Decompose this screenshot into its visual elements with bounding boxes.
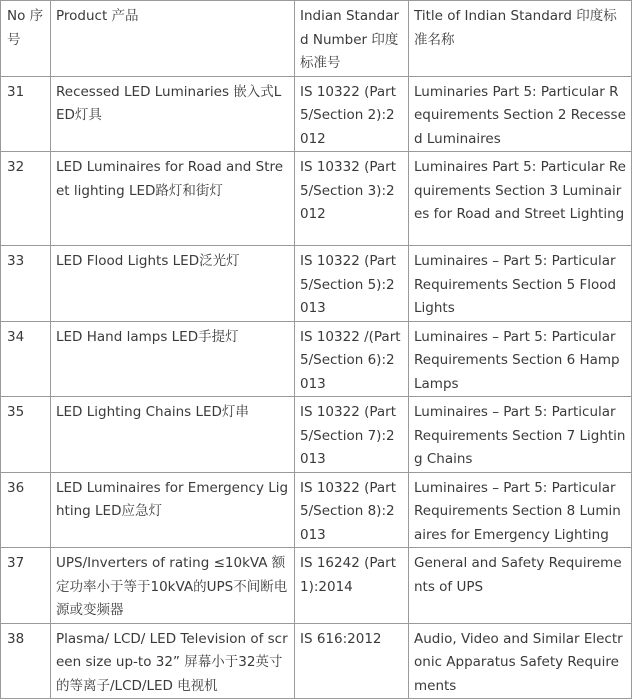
header-standard-title: Title of Indian Standard 印度标准名称 xyxy=(409,1,632,77)
table-row xyxy=(1,548,632,624)
cell-no: 33 xyxy=(1,246,51,322)
cell-product: LED Flood Lights LED泛光灯 xyxy=(51,246,295,322)
cell-product: LED Hand lamps LED手提灯 xyxy=(51,321,295,397)
cell-standard: IS 10332 (Part 5/Section 3):2012 xyxy=(295,152,409,246)
table-row xyxy=(1,397,632,473)
cell-standard: IS 16242 (Part 1):2014 xyxy=(295,548,409,624)
cell-title: Luminaires – Part 5: Particular Requirements Section 5 Flood Lights xyxy=(409,246,632,322)
cell-title: Luminaries Part 5: Particular Requirements Section 2 Recessed Luminaires xyxy=(409,76,632,152)
table-row xyxy=(1,623,632,699)
table-row xyxy=(1,152,632,246)
table-row xyxy=(1,76,632,152)
cell-no: 32 xyxy=(1,152,51,246)
cell-product: LED Luminaires for Emergency Lighting LED应急灯 xyxy=(51,472,295,548)
cell-product: LED Lighting Chains LED灯串 xyxy=(51,397,295,473)
cell-standard: IS 10322 (Part 5/Section 8):2013 xyxy=(295,472,409,548)
cell-standard: IS 10322 (Part 5/Section 7):2013 xyxy=(295,397,409,473)
cell-no: 36 xyxy=(1,472,51,548)
cell-no: 38 xyxy=(1,623,51,699)
header-no: No 序号 xyxy=(1,1,51,77)
cell-title: Luminaires – Part 5: Particular Requirements Section 7 Lighting Chains xyxy=(409,397,632,473)
cell-title: Luminaires Part 5: Particular Requirements Section 3 Luminaires for Road and Street Lighting xyxy=(409,152,632,246)
cell-standard: IS 10322 /(Part 5/Section 6):2013 xyxy=(295,321,409,397)
table-row xyxy=(1,321,632,397)
table-row xyxy=(1,246,632,322)
cell-no: 37 xyxy=(1,548,51,624)
cell-standard: IS 10322 (Part 5/Section 5):2013 xyxy=(295,246,409,322)
cell-no: 31 xyxy=(1,76,51,152)
header-standard-number: Indian Standard Number 印度标准号 xyxy=(295,1,409,77)
header-product: Product 产品 xyxy=(51,1,295,77)
cell-title: Luminaires – Part 5: Particular Requirements Section 6 Hamp Lamps xyxy=(409,321,632,397)
cell-no: 34 xyxy=(1,321,51,397)
cell-standard: IS 10322 (Part 5/Section 2):2012 xyxy=(295,76,409,152)
cell-title: Luminaires – Part 5: Particular Requirements Section 8 Luminaires for Emergency Lighting xyxy=(409,472,632,548)
cell-standard: IS 616:2012 xyxy=(295,623,409,699)
cell-product: LED Luminaires for Road and Street lighting LED路灯和街灯 xyxy=(51,152,295,246)
table-header-row xyxy=(1,1,632,77)
table-row xyxy=(1,472,632,548)
cell-no: 35 xyxy=(1,397,51,473)
cell-product: Recessed LED Luminaries 嵌入式LED灯具 xyxy=(51,76,295,152)
cell-product: UPS/Inverters of rating ≤10kVA 额定功率小于等于10kVA的UPS不间断电源或变频器 xyxy=(51,548,295,624)
cell-title: Audio, Video and Similar Electronic Apparatus Safety Requirements xyxy=(409,623,632,699)
cell-product: Plasma/ LCD/ LED Television of screen size up-to 32” 屏幕小于32英寸的等离子/LCD/LED 电视机 xyxy=(51,623,295,699)
cell-title: General and Safety Requirements of UPS xyxy=(409,548,632,624)
